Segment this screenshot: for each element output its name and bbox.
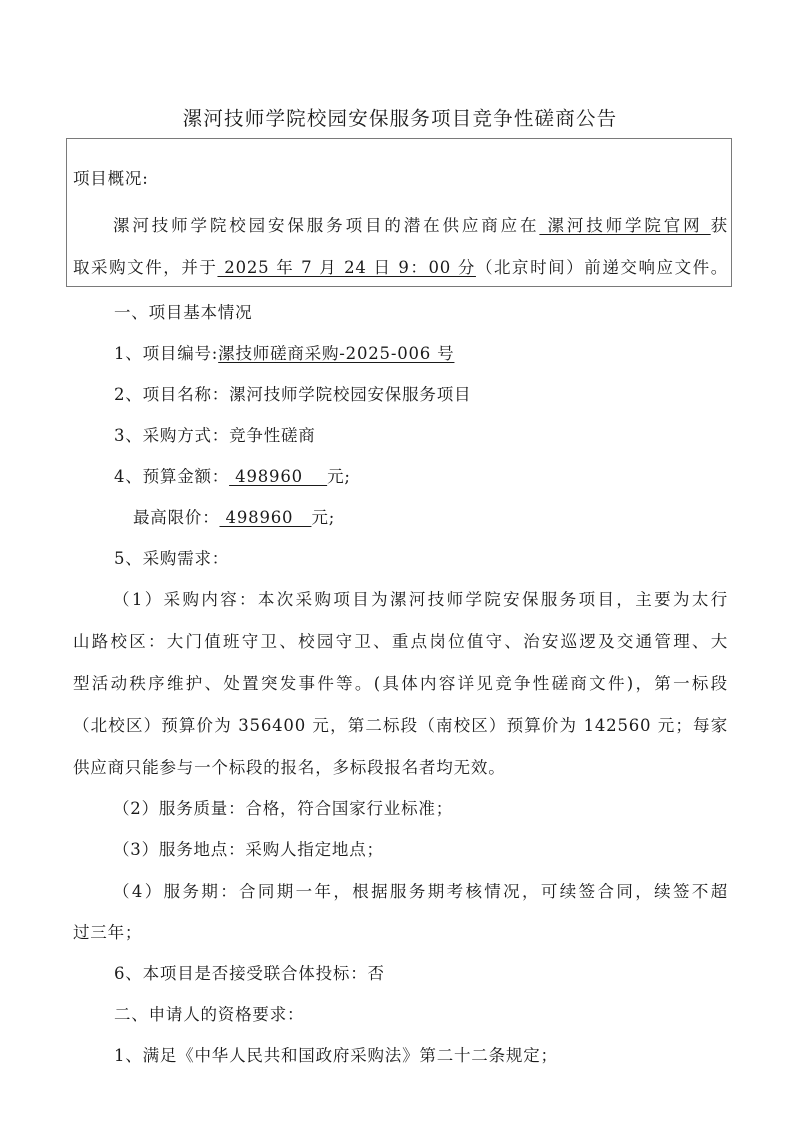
requirement-1-line-4: （北校区）预算价为 356400 元，第二标段（南校区）预算价为 142560 元；每家	[73, 716, 728, 735]
max-price	[133, 506, 335, 530]
service-location: （3）服务地点：采购人指定地点；	[113, 840, 384, 859]
page-title: 漯河技师学院校园安保服务项目竞争性磋商公告	[182, 107, 618, 130]
qualification-1: 1、满足《中华人民共和国政府采购法》第二十二条规定；	[114, 1046, 558, 1065]
max-price-unit: 元;	[311, 508, 336, 527]
requirement-1-line-2: 山路校区：大门值班守卫、校园守卫、重点岗位值守、治安巡逻及交通管理、大	[73, 632, 728, 651]
project-number	[114, 342, 454, 366]
overview-text: 获	[710, 216, 728, 235]
overview-text: （北京时间）前递交响应文件。	[475, 258, 728, 277]
requirement-1-line-1: （1）采购内容：本次采购项目为漯河技师学院安保服务项目，主要为太行	[113, 590, 728, 609]
procurement-requirements: 5、采购需求：	[114, 549, 230, 568]
consortium-bidding: 6、本项目是否接受联合体投标：否	[114, 964, 385, 983]
max-price-value: 498960	[219, 508, 312, 527]
project-number-value: 漯技师磋商采购-2025-006 号	[218, 344, 455, 363]
section2-heading: 二、申请人的资格要求：	[114, 1005, 305, 1024]
service-period-line-2: 过三年；	[73, 923, 143, 942]
budget-label: 4、预算金额：	[114, 467, 230, 486]
overview-heading: 项目概况:	[73, 169, 149, 188]
deadline-date: 2025 年 7 月 24 日 9：00 分	[217, 258, 476, 277]
requirement-1-line-3: 型活动秩序维护、处置突发事件等。(具体内容详见竞争性磋商文件)，第一标段	[73, 674, 728, 693]
service-period-line-1: （4）服务期：合同期一年，根据服务期考核情况，可续签合同，续签不超	[113, 882, 728, 901]
budget-unit: 元;	[327, 467, 351, 486]
section1-heading: 一、项目基本情况	[114, 303, 253, 322]
max-price-label: 最高限价：	[133, 508, 220, 527]
official-site-link[interactable]: 漯河技师学院官网	[539, 216, 711, 235]
requirement-1-line-5: 供应商只能参与一个标段的报名，多标段报名者均无效。	[73, 758, 506, 777]
service-quality: （2）服务质量：合格，符合国家行业标准；	[113, 799, 453, 818]
project-name: 2、项目名称：漯河技师学院校园安保服务项目	[114, 385, 472, 404]
project-number-label: 1、项目编号:	[114, 344, 219, 363]
overview-text: 漯河技师学院校园安保服务项目的潜在供应商应在	[113, 216, 540, 235]
budget-amount	[114, 465, 351, 489]
overview-line-2	[73, 256, 728, 280]
overview-text: 取采购文件，并于	[73, 258, 218, 277]
budget-value: 498960	[229, 467, 328, 486]
procurement-method: 3、采购方式：竞争性磋商	[114, 426, 316, 445]
overview-line-1	[113, 214, 728, 238]
